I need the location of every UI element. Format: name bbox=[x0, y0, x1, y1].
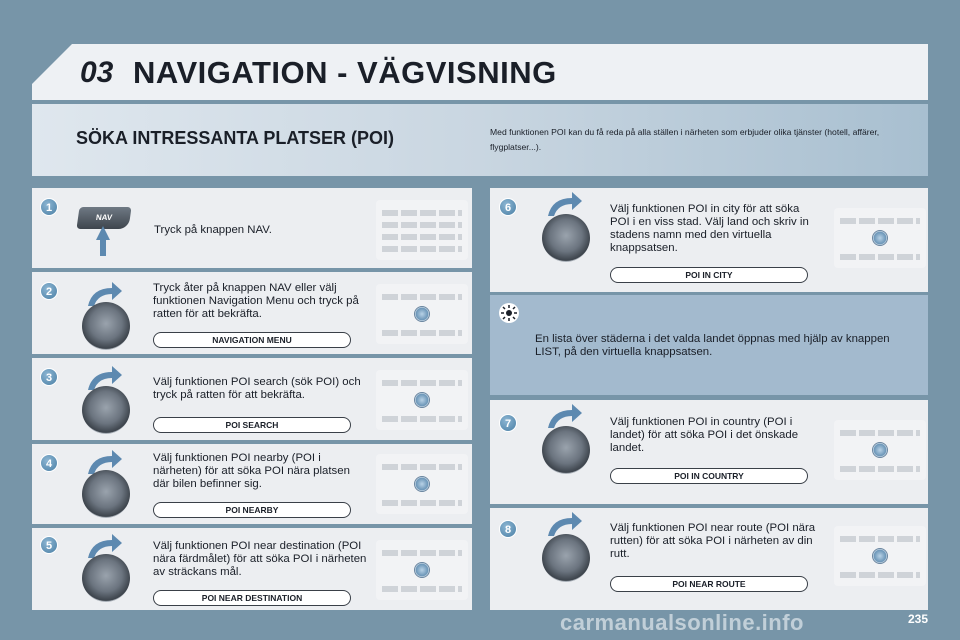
step-text-8: Välj funktionen POI near route (POI nära rutten) för att söka POI i närheten av din rutt. bbox=[610, 522, 816, 560]
step-text-6: Välj funktionen POI in city för att söka POI i en viss stad. Välj land och skriv in stadens namn med den virtuella knappsatsen. bbox=[610, 203, 809, 254]
page-title: NAVIGATION - VÄGVISNING bbox=[133, 55, 557, 90]
step-number-badge: 6 bbox=[499, 198, 517, 216]
step-number-badge: 4 bbox=[40, 454, 58, 472]
control-knob-icon bbox=[82, 470, 130, 518]
control-knob-icon bbox=[82, 554, 130, 602]
press-arrow-icon bbox=[96, 226, 110, 256]
control-knob-icon bbox=[542, 214, 590, 262]
step-number-badge: 8 bbox=[499, 520, 517, 538]
menu-label-badge: POI NEAR ROUTE bbox=[610, 576, 808, 592]
nav-button-icon: NAV bbox=[76, 207, 131, 229]
step-number-badge: 1 bbox=[40, 198, 58, 216]
section-title: SÖKA INTRESSANTA PLATSER (POI) bbox=[76, 128, 395, 148]
step-number-badge: 3 bbox=[40, 368, 58, 386]
radio-panel-image bbox=[376, 540, 468, 600]
menu-label-badge: POI NEAR DESTINATION bbox=[153, 590, 351, 606]
chapter-number: 03 bbox=[80, 56, 114, 89]
control-knob-icon bbox=[542, 426, 590, 474]
page-number: 235 bbox=[907, 612, 928, 626]
radio-panel-image bbox=[834, 208, 926, 268]
menu-label-badge: NAVIGATION MENU bbox=[153, 332, 351, 348]
step-number-badge: 7 bbox=[499, 414, 517, 432]
watermark: carmanualsonline.info bbox=[560, 610, 804, 635]
menu-label-badge: POI IN CITY bbox=[610, 267, 808, 283]
step-text-2: Tryck åter på knappen NAV eller välj funktionen Navigation Menu och tryck på ratten för att bekräfta. bbox=[153, 282, 359, 320]
control-knob-icon bbox=[82, 386, 130, 434]
step-number-badge: 5 bbox=[40, 536, 58, 554]
step-text-1: Tryck på knappen NAV. bbox=[154, 224, 272, 236]
step-text-7: Välj funktionen POI in country (POI i landet) för att söka POI i det önskade landet. bbox=[610, 416, 799, 454]
control-knob-icon bbox=[542, 534, 590, 582]
tip-text: En lista över städerna i det valda landet öppnas med hjälp av knappen LIST, på den virtuella knappsatsen. bbox=[535, 333, 890, 358]
control-knob-icon bbox=[82, 302, 130, 350]
radio-panel-image bbox=[834, 526, 926, 586]
radio-panel-image bbox=[376, 454, 468, 514]
step-text-3: Välj funktionen POI search (sök POI) och tryck på ratten för att bekräfta. bbox=[153, 376, 361, 401]
menu-label-badge: POI IN COUNTRY bbox=[610, 468, 808, 484]
radio-panel-image bbox=[376, 200, 468, 260]
step-text-5: Välj funktionen POI near destination (POI nära färdmålet) för att söka POI i närheten av sträckans mål. bbox=[153, 540, 367, 578]
step-number-badge: 2 bbox=[40, 282, 58, 300]
section-intro: Med funktionen POI kan du få reda på alla ställen i närheten som erbjuder olika tjänster (hotell, affärer, flygplatser...). bbox=[490, 127, 880, 152]
radio-panel-image bbox=[376, 284, 468, 344]
radio-panel-image bbox=[834, 420, 926, 480]
menu-label-badge: POI NEARBY bbox=[153, 502, 351, 518]
info-sun-icon bbox=[499, 303, 519, 323]
step-text-4: Välj funktionen POI nearby (POI i närheten) för att söka POI nära platsen där bilen befinner sig. bbox=[153, 452, 350, 490]
radio-panel-image bbox=[376, 370, 468, 430]
menu-label-badge: POI SEARCH bbox=[153, 417, 351, 433]
